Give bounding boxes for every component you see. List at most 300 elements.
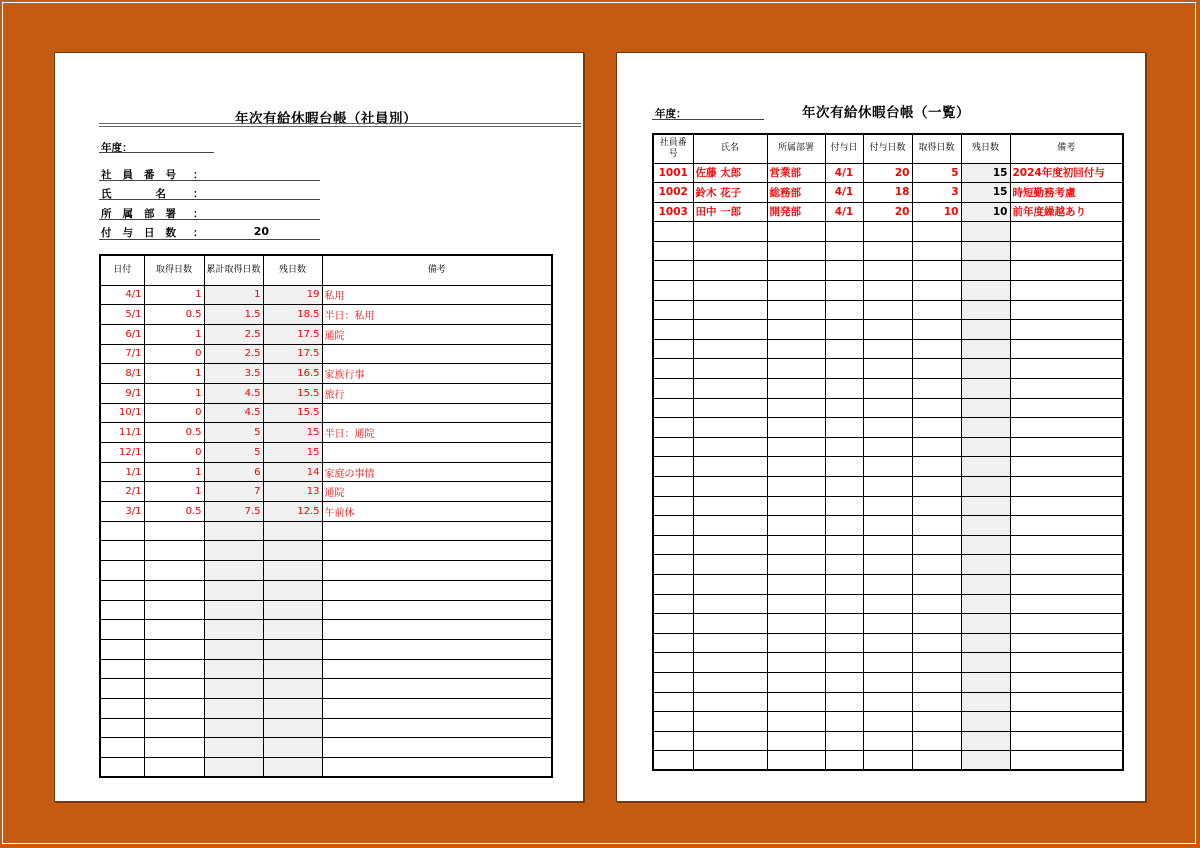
table-cell — [961, 672, 1010, 692]
table-cell — [825, 379, 863, 399]
table-cell — [693, 535, 767, 555]
table-cell — [693, 594, 767, 614]
table-cell — [1010, 241, 1123, 261]
table-cell — [961, 418, 1010, 438]
table-cell — [961, 751, 1010, 771]
table-cell — [863, 477, 912, 497]
table-cell: 家庭の事情 — [322, 462, 552, 482]
table-cell: 3 — [912, 183, 961, 203]
table-cell — [653, 281, 693, 301]
empty-table-row — [653, 574, 1123, 594]
table-cell — [263, 580, 322, 600]
table-cell — [322, 698, 552, 718]
table-row — [100, 285, 552, 305]
table-cell — [653, 555, 693, 575]
table-cell — [961, 398, 1010, 418]
table-cell — [693, 672, 767, 692]
table-cell — [912, 339, 961, 359]
table-cell — [204, 639, 263, 659]
table-cell — [1010, 281, 1123, 301]
table-cell: 2.5 — [204, 324, 263, 344]
table-cell: 7.5 — [204, 502, 263, 522]
empty-table-row — [653, 339, 1123, 359]
table-cell — [767, 398, 825, 418]
empty-table-row — [100, 600, 552, 620]
table-cell — [693, 300, 767, 320]
table-cell: 5 — [204, 423, 263, 443]
table-cell — [863, 300, 912, 320]
table-cell — [961, 633, 1010, 653]
table-cell — [263, 738, 322, 758]
table-cell: 営業部 — [767, 163, 825, 183]
table-cell — [912, 653, 961, 673]
table-cell: 15 — [961, 183, 1010, 203]
table-cell — [961, 574, 1010, 594]
table-cell — [322, 659, 552, 679]
empty-table-row — [653, 437, 1123, 457]
table-cell — [263, 659, 322, 679]
table-cell: 15 — [263, 423, 322, 443]
table-cell: 田中 一郎 — [693, 202, 767, 222]
table-cell — [767, 692, 825, 712]
table-cell — [100, 600, 144, 620]
table-cell — [100, 758, 144, 778]
table-cell — [1010, 359, 1123, 379]
table-cell — [204, 580, 263, 600]
table-cell: 17.5 — [263, 324, 322, 344]
table-cell — [961, 281, 1010, 301]
table-cell — [322, 561, 552, 581]
empty-table-row — [653, 320, 1123, 340]
table-cell — [863, 379, 912, 399]
table-cell — [912, 241, 961, 261]
table-cell — [693, 653, 767, 673]
table-cell — [961, 555, 1010, 575]
table-cell: 1 — [144, 364, 204, 384]
table-cell — [825, 457, 863, 477]
empty-table-row — [653, 614, 1123, 634]
table-cell: 8/1 — [100, 364, 144, 384]
table-cell — [263, 718, 322, 738]
table-cell — [100, 738, 144, 758]
table-cell — [653, 241, 693, 261]
col-header-name: 氏名 — [693, 134, 767, 163]
table-cell — [263, 620, 322, 640]
empty-table-row — [653, 712, 1123, 732]
empty-table-row — [653, 594, 1123, 614]
table-cell — [322, 580, 552, 600]
empty-table-row — [100, 620, 552, 640]
table-row — [100, 403, 552, 423]
table-cell — [825, 281, 863, 301]
table-cell — [653, 398, 693, 418]
table-cell: 6/1 — [100, 324, 144, 344]
table-row — [100, 502, 552, 522]
table-cell: 10/1 — [100, 403, 144, 423]
table-cell — [693, 516, 767, 536]
table-cell: 半日：通院 — [322, 423, 552, 443]
table-cell — [912, 281, 961, 301]
table-cell — [144, 600, 204, 620]
table-cell — [144, 639, 204, 659]
empty-table-row — [653, 300, 1123, 320]
table-cell: 時短勤務考慮 — [1010, 183, 1123, 203]
table-cell — [912, 418, 961, 438]
table-cell — [767, 477, 825, 497]
table-row — [100, 423, 552, 443]
table-cell: 佐藤 太郎 — [693, 163, 767, 183]
table-cell — [767, 320, 825, 340]
table-cell — [912, 535, 961, 555]
table-cell: 10 — [912, 202, 961, 222]
table-cell — [863, 712, 912, 732]
table-cell — [144, 541, 204, 561]
table-cell — [322, 679, 552, 699]
table-cell — [204, 679, 263, 699]
table-cell — [767, 281, 825, 301]
name-label-char-2: 名 — [155, 188, 166, 200]
empty-table-row — [653, 535, 1123, 555]
table-cell: 開発部 — [767, 202, 825, 222]
table-cell — [693, 222, 767, 242]
table-cell — [204, 521, 263, 541]
table-cell — [693, 712, 767, 732]
table-cell — [1010, 633, 1123, 653]
col-header-remaining-days: 残日数 — [263, 255, 322, 285]
table-cell — [767, 437, 825, 457]
table-cell: 14 — [263, 462, 322, 482]
table-cell — [912, 477, 961, 497]
col-header-taken-days-text: 取得日数 — [918, 143, 955, 154]
table-cell: 1 — [144, 383, 204, 403]
table-cell: 前年度繰越あり — [1010, 202, 1123, 222]
table-cell — [653, 339, 693, 359]
table-cell — [767, 339, 825, 359]
table-cell — [653, 359, 693, 379]
table-cell — [693, 379, 767, 399]
table-cell — [961, 261, 1010, 281]
table-cell — [863, 241, 912, 261]
table-cell — [825, 339, 863, 359]
table-cell: 2/1 — [100, 482, 144, 502]
table-cell — [825, 516, 863, 536]
empty-table-row — [100, 541, 552, 561]
table-cell — [144, 580, 204, 600]
table-cell — [693, 261, 767, 281]
col-header-taken-days — [912, 134, 961, 163]
table-cell — [1010, 653, 1123, 673]
table-cell — [767, 574, 825, 594]
table-cell — [961, 477, 1010, 497]
table-cell — [863, 222, 912, 242]
table-cell — [961, 359, 1010, 379]
table-cell — [322, 521, 552, 541]
table-cell: 3.5 — [204, 364, 263, 384]
table-cell: 1002 — [653, 183, 693, 203]
table-cell — [144, 718, 204, 738]
table-row — [653, 183, 1123, 203]
table-cell — [767, 672, 825, 692]
table-cell — [1010, 398, 1123, 418]
empty-table-row — [100, 738, 552, 758]
table-cell — [1010, 379, 1123, 399]
table-cell — [693, 398, 767, 418]
table-cell — [653, 516, 693, 536]
table-cell — [863, 692, 912, 712]
table-cell — [204, 659, 263, 679]
table-cell: 1001 — [653, 163, 693, 183]
table-cell: 総務部 — [767, 183, 825, 203]
table-cell — [144, 561, 204, 581]
table-row — [100, 324, 552, 344]
table-cell — [825, 261, 863, 281]
summary-ledger-title: 年次有給休暇台帳（一覧） — [802, 105, 970, 121]
empty-table-row — [653, 398, 1123, 418]
table-cell — [100, 541, 144, 561]
empty-table-row — [100, 758, 552, 778]
table-cell — [204, 561, 263, 581]
table-cell — [653, 672, 693, 692]
employee-id-label: 社員番号 — [101, 169, 187, 181]
table-cell — [144, 698, 204, 718]
table-cell — [863, 418, 912, 438]
col-header-cumulative-text: 累計取得日数 — [206, 264, 261, 275]
table-cell — [322, 344, 552, 364]
table-cell — [912, 300, 961, 320]
table-cell — [1010, 574, 1123, 594]
table-cell — [653, 751, 693, 771]
table-cell — [863, 614, 912, 634]
table-cell: 1 — [144, 285, 204, 305]
table-cell — [693, 281, 767, 301]
table-cell: 4/1 — [100, 285, 144, 305]
table-cell: 4/1 — [825, 202, 863, 222]
table-cell — [863, 261, 912, 281]
table-cell: 2024年度初回付与 — [1010, 163, 1123, 183]
table-cell — [1010, 437, 1123, 457]
table-cell — [825, 398, 863, 418]
table-cell — [863, 653, 912, 673]
table-cell — [825, 653, 863, 673]
empty-table-row — [653, 633, 1123, 653]
table-cell: 18.5 — [263, 305, 322, 325]
table-cell — [100, 698, 144, 718]
table-row — [100, 383, 552, 403]
table-cell: 通院 — [322, 482, 552, 502]
title-rule-2 — [99, 126, 581, 127]
table-cell: 旅行 — [322, 383, 552, 403]
col-header-employee-id — [653, 134, 693, 163]
table-cell — [204, 620, 263, 640]
table-cell — [100, 561, 144, 581]
summary-year-underline — [652, 119, 764, 120]
table-cell — [322, 718, 552, 738]
table-cell — [912, 359, 961, 379]
table-cell: 3/1 — [100, 502, 144, 522]
table-cell — [825, 594, 863, 614]
table-cell — [653, 535, 693, 555]
table-cell — [653, 633, 693, 653]
table-cell — [263, 541, 322, 561]
table-cell — [1010, 457, 1123, 477]
col-header-granted-days — [863, 134, 912, 163]
empty-table-row — [653, 653, 1123, 673]
table-cell — [144, 758, 204, 778]
table-cell — [863, 594, 912, 614]
summary-year-label: 年度： — [655, 108, 687, 120]
employee-id-colon: ： — [193, 169, 204, 181]
empty-table-row — [653, 418, 1123, 438]
table-cell — [653, 261, 693, 281]
table-cell — [912, 516, 961, 536]
table-cell — [961, 614, 1010, 634]
table-cell — [961, 222, 1010, 242]
table-cell — [863, 398, 912, 418]
table-cell — [825, 731, 863, 751]
table-cell: 1/1 — [100, 462, 144, 482]
table-cell — [767, 653, 825, 673]
summary-leave-table — [652, 133, 1124, 771]
table-cell — [912, 594, 961, 614]
employee-leave-table — [99, 254, 553, 778]
table-cell — [825, 320, 863, 340]
empty-table-row — [653, 555, 1123, 575]
year-label: 年度： — [101, 142, 133, 154]
empty-table-row — [653, 731, 1123, 751]
table-cell — [100, 659, 144, 679]
empty-table-row — [653, 379, 1123, 399]
table-cell — [322, 443, 552, 463]
table-cell — [912, 261, 961, 281]
table-cell — [767, 241, 825, 261]
table-cell: 4.5 — [204, 403, 263, 423]
table-row — [100, 482, 552, 502]
table-cell — [653, 437, 693, 457]
table-cell: 0.5 — [144, 502, 204, 522]
table-cell — [767, 633, 825, 653]
table-cell — [863, 339, 912, 359]
table-cell — [863, 457, 912, 477]
table-cell — [912, 320, 961, 340]
department-underline — [99, 219, 320, 220]
table-cell: 0 — [144, 443, 204, 463]
empty-table-row — [653, 281, 1123, 301]
table-cell — [693, 339, 767, 359]
table-cell — [653, 379, 693, 399]
table-cell — [912, 672, 961, 692]
table-row — [100, 364, 552, 384]
table-cell — [263, 639, 322, 659]
table-cell — [863, 633, 912, 653]
table-cell — [693, 692, 767, 712]
table-cell — [912, 457, 961, 477]
table-cell — [322, 758, 552, 778]
col-header-cumulative-days — [204, 255, 263, 285]
table-cell — [100, 639, 144, 659]
table-cell — [825, 241, 863, 261]
table-cell: 11/1 — [100, 423, 144, 443]
table-cell — [693, 418, 767, 438]
table-cell: 1003 — [653, 202, 693, 222]
granted-days-label: 付与日数 — [101, 227, 187, 239]
table-cell — [767, 712, 825, 732]
title-rule — [99, 123, 581, 124]
table-cell: 9/1 — [100, 383, 144, 403]
table-cell — [204, 758, 263, 778]
table-cell — [1010, 535, 1123, 555]
empty-table-row — [653, 477, 1123, 497]
table-cell: 1 — [144, 482, 204, 502]
table-cell — [1010, 477, 1123, 497]
table-cell — [653, 222, 693, 242]
table-cell — [1010, 555, 1123, 575]
table-cell — [912, 379, 961, 399]
table-cell — [825, 222, 863, 242]
empty-table-row — [653, 222, 1123, 242]
table-cell — [767, 418, 825, 438]
table-cell — [961, 535, 1010, 555]
table-cell — [863, 496, 912, 516]
table-cell: 15 — [961, 163, 1010, 183]
table-cell — [863, 437, 912, 457]
table-cell — [863, 672, 912, 692]
table-cell: 20 — [863, 163, 912, 183]
table-cell — [767, 731, 825, 751]
table-cell — [825, 418, 863, 438]
table-cell — [863, 574, 912, 594]
empty-table-row — [100, 659, 552, 679]
table-cell — [693, 614, 767, 634]
table-cell — [825, 751, 863, 771]
table-cell — [863, 281, 912, 301]
empty-table-row — [653, 751, 1123, 771]
table-cell — [825, 535, 863, 555]
table-cell — [767, 516, 825, 536]
table-cell: 18 — [863, 183, 912, 203]
table-cell — [653, 457, 693, 477]
empty-table-row — [100, 580, 552, 600]
empty-table-row — [100, 639, 552, 659]
table-cell — [693, 633, 767, 653]
table-cell — [912, 731, 961, 751]
table-cell — [912, 712, 961, 732]
table-cell: 7/1 — [100, 344, 144, 364]
table-cell — [693, 320, 767, 340]
table-cell: 10 — [961, 202, 1010, 222]
table-cell — [912, 222, 961, 242]
employee-ledger-title: 年次有給休暇台帳（社員別） — [235, 111, 417, 127]
table-cell — [912, 574, 961, 594]
table-cell — [100, 580, 144, 600]
table-row — [100, 443, 552, 463]
table-cell — [825, 437, 863, 457]
empty-table-row — [100, 521, 552, 541]
col-header-remaining-days: 残日数 — [961, 134, 1010, 163]
table-cell: 午前休 — [322, 502, 552, 522]
table-cell — [144, 521, 204, 541]
table-cell — [961, 339, 1010, 359]
table-cell: 17.5 — [263, 344, 322, 364]
table-cell: 鈴木 花子 — [693, 183, 767, 203]
empty-table-row — [653, 359, 1123, 379]
name-label-char-1: 氏 — [101, 188, 112, 200]
table-cell — [693, 241, 767, 261]
table-cell — [1010, 614, 1123, 634]
table-cell — [863, 320, 912, 340]
department-label: 所属部署 — [101, 208, 187, 220]
table-cell — [322, 403, 552, 423]
table-cell — [961, 241, 1010, 261]
